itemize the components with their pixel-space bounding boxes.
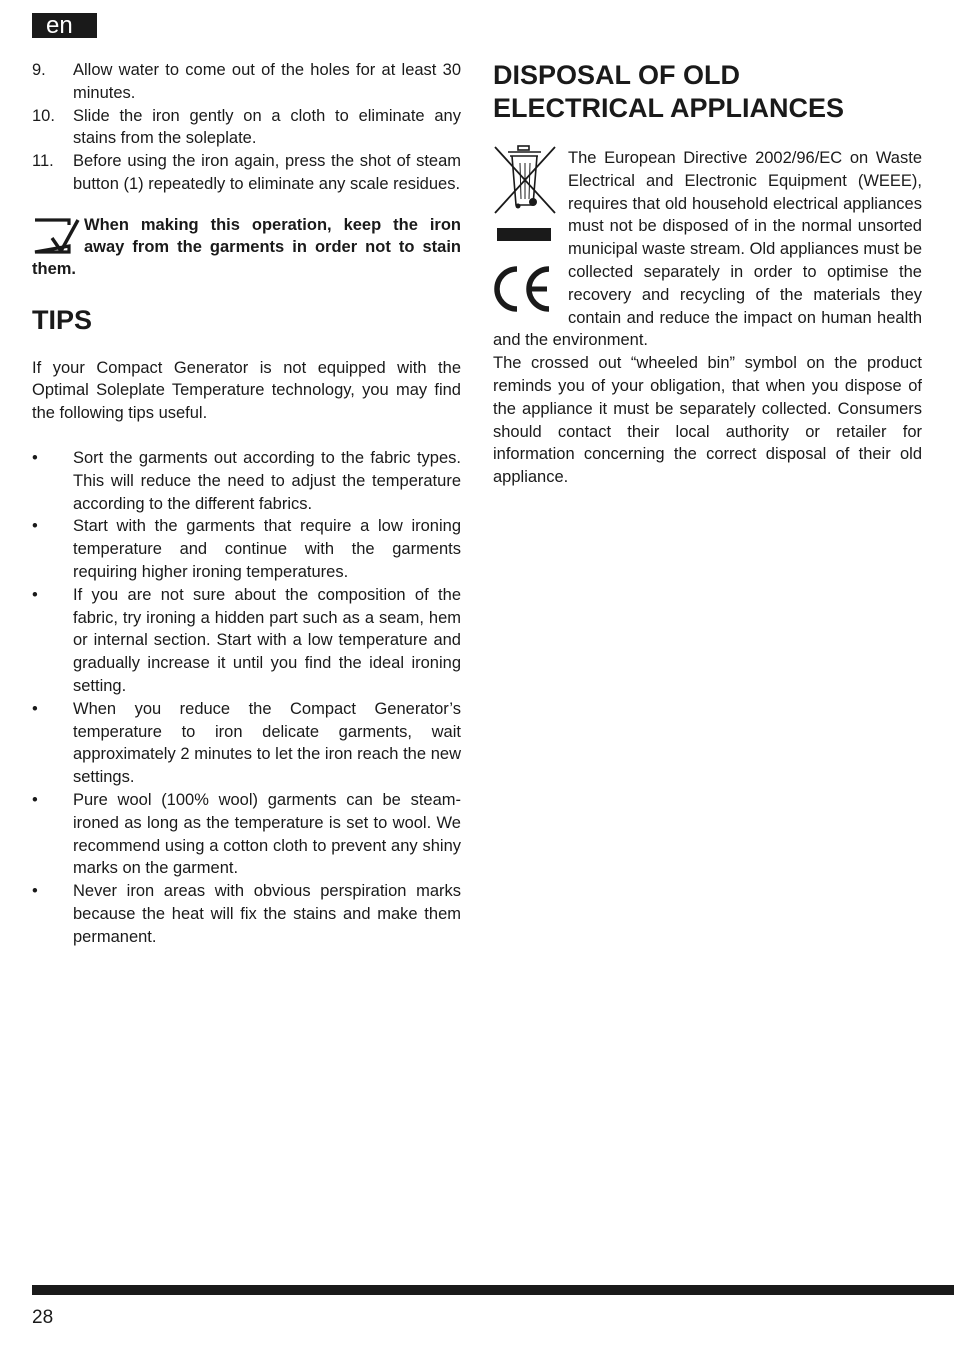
ce-mark-icon	[493, 263, 557, 315]
footer-rule	[32, 1285, 954, 1295]
bullet: •	[32, 517, 38, 536]
bullet: •	[32, 585, 38, 604]
bin-symbol-paragraph: The crossed out “wheeled bin” symbol on the product reminds you of your obligation, that when you dispose of the appliance it must be separately collected. Consumers should contact their local authority or retailer for information concerning the correct disposal of their old appliance.	[493, 354, 922, 487]
tip-text: When you reduce the Compact Generator’s temperature to iron delicate garments, wait approximately 2 minutes to let the iron reach the new settings.	[73, 699, 461, 787]
bullet: •	[32, 699, 38, 718]
step-text: Slide the iron gently on a cloth to eliminate any stains from the soleplate.	[73, 106, 461, 148]
disposal-heading	[493, 59, 922, 125]
collection-paragraph: Old appliances must be collected separately in order to optimise the recovery and recycling of the materials they contain and reduce the impact on human health and the environment.	[493, 240, 923, 350]
caution-note	[32, 214, 461, 281]
tips-list	[32, 447, 461, 949]
bullet: •	[32, 882, 38, 901]
disposal-text	[493, 147, 922, 489]
disposal-heading-line2: ELECTRICAL APPLIANCES	[493, 93, 845, 123]
tip-text: Start with the garments that require a low ironing temperature and continue with the garments requiring higher ironing temperatures.	[73, 517, 461, 582]
language-tab: en	[32, 13, 97, 38]
list-item	[32, 515, 461, 583]
disposal-heading-line1: DISPOSAL OF OLD	[493, 60, 741, 90]
bullet: •	[32, 449, 38, 468]
list-item	[32, 698, 461, 789]
list-item	[32, 447, 461, 515]
tip-text: Pure wool (100% wool) garments can be steam-ironed as long as the temperature is set to wool. We recommend using a cotton cloth to prevent any shiny marks on the garment.	[73, 791, 461, 878]
page-number: 28	[32, 1307, 54, 1328]
tip-text: Never iron areas with obvious perspiration marks because the heat will fix the stains and make them permanent.	[73, 882, 461, 946]
list-item	[32, 105, 461, 151]
list-item	[32, 59, 461, 105]
crossed-out-wheeled-bin-icon	[493, 143, 561, 243]
step-text: Before using the iron again, press the shot of steam button (1) repeatedly to eliminate any scale residues.	[73, 152, 461, 193]
step-number: 10.	[32, 106, 55, 125]
tips-intro: If your Compact Generator is not equipped with the Optimal Soleplate Temperature technology, you may find the following tips useful.	[32, 358, 461, 423]
step-number: 11.	[32, 152, 54, 171]
right-column	[493, 59, 922, 489]
list-item	[32, 789, 461, 880]
checkbox-check-icon	[32, 216, 82, 256]
steps-list	[32, 59, 461, 196]
tips-heading: TIPS	[32, 304, 93, 335]
bullet: •	[32, 791, 38, 810]
tip-text: If you are not sure about the composition of the fabric, try ironing a hidden part such as a seam, hem or internal section. Start with a low temperature and gradually increase it until you find the ideal ironing setting.	[73, 585, 461, 696]
list-item	[32, 150, 461, 196]
note-text: When making this operation, keep the iron away from the garments in order not to stain them.	[32, 215, 461, 279]
weee-paragraph: The European Directive 2002/96/EC on Waste Electrical and Electronic Equipment (WEEE), requires that old household electrical appliances must not be disposed of in the normal unsorted municipal waste stream.	[568, 149, 922, 259]
list-item	[32, 880, 461, 948]
left-column	[32, 59, 461, 949]
step-text: Allow water to come out of the holes for at least 30 minutes.	[73, 61, 461, 102]
list-item	[32, 584, 461, 698]
step-number: 9.	[32, 61, 46, 79]
tip-text: Sort the garments out according to the fabric types. This will reduce the need to adjust the temperature according to the different fabrics.	[73, 449, 461, 513]
